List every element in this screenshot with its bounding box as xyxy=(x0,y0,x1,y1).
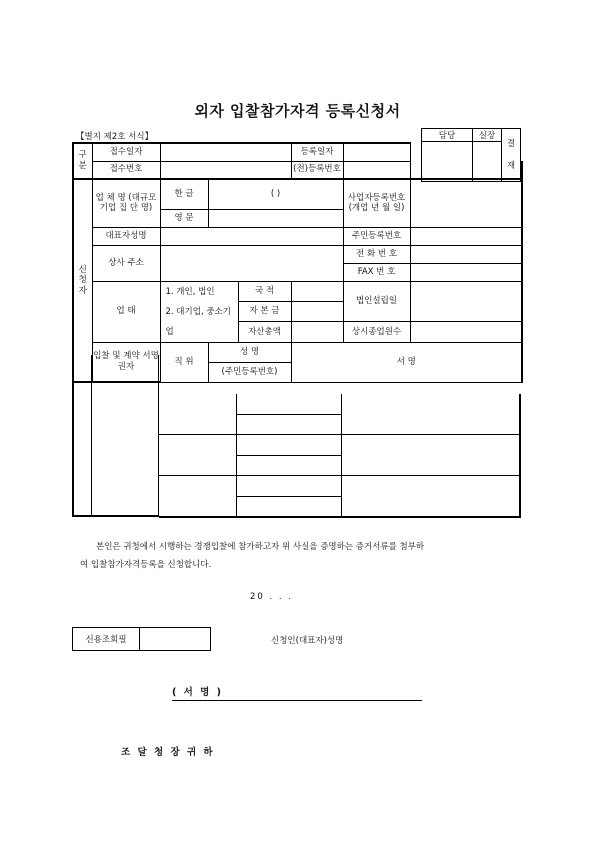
signatory-sign-2[interactable] xyxy=(341,435,521,476)
application-form-table xyxy=(72,142,523,383)
signatory-name-2a[interactable] xyxy=(236,435,342,456)
signatory-position-1[interactable] xyxy=(159,394,237,435)
form-number-label: 【별지 제2호 서식】 xyxy=(76,132,154,142)
employees-label: 상시종업원수 xyxy=(343,322,410,342)
signatory-sign-1[interactable] xyxy=(341,394,521,435)
page-title: 외자 입찰참가자격 등록신청서 xyxy=(194,102,401,120)
applicant-name-label: 신청인(대표자)성명 xyxy=(271,636,344,646)
reception-number-label: 접수번호 xyxy=(92,161,160,179)
section-label-category: 구 분 xyxy=(73,143,92,179)
total-assets-label: 자산총액 xyxy=(238,322,291,342)
business-type-option-2: 2. 대기업, 중소기업 xyxy=(165,306,231,337)
business-type-label: 업 태 xyxy=(92,281,160,342)
phone-label: 전 화 번 호 xyxy=(343,245,410,263)
application-date[interactable]: 20 . . . xyxy=(250,592,294,602)
corp-est-date-field[interactable] xyxy=(410,281,522,322)
biz-reg-no-label: 사업자등록번호 (개업 년 월 일) xyxy=(343,179,410,227)
address-field[interactable] xyxy=(160,245,343,281)
korean-name-label: 한 글 xyxy=(160,179,208,209)
address-label: 상사 주소 xyxy=(92,245,160,281)
representative-field[interactable] xyxy=(160,227,343,245)
employees-field[interactable] xyxy=(410,322,522,342)
nationality-label: 국 적 xyxy=(238,281,291,301)
signatory-label: 입찰 및 계약 서명권자 xyxy=(92,342,160,382)
position-header: 직 위 xyxy=(160,342,208,382)
credit-check-box xyxy=(72,627,211,651)
total-assets-field[interactable] xyxy=(291,322,343,342)
capital-label: 자 본 금 xyxy=(238,301,291,321)
biz-reg-no-field[interactable] xyxy=(410,179,522,227)
signatory-position-3[interactable] xyxy=(159,476,237,518)
signatory-name-3a[interactable] xyxy=(236,476,342,497)
signatory-name-3b[interactable] xyxy=(236,496,342,518)
fax-field[interactable] xyxy=(410,263,522,281)
reception-number-field[interactable] xyxy=(160,161,291,179)
reception-date-field[interactable] xyxy=(160,143,291,161)
signature-label: ( 서 명 ) xyxy=(172,687,223,698)
section-label-applicant: 신 청 자 xyxy=(73,179,92,382)
corp-est-date-label: 법인설립일 xyxy=(343,281,410,322)
credit-check-field[interactable] xyxy=(140,628,211,651)
business-type-option-1: 1. 개인, 법인 xyxy=(165,286,215,297)
phone-field[interactable] xyxy=(410,245,522,263)
english-name-field[interactable] xyxy=(208,209,343,227)
declaration-line-1: 본인은 귀청에서 시행하는 경쟁입찰에 참가하고자 위 사실을 증명하는 증거서류를 첨부하 xyxy=(96,542,425,552)
korean-name-field[interactable]: ( ) xyxy=(208,179,343,209)
signatory-name-2b[interactable] xyxy=(236,455,342,476)
signatory-position-2[interactable] xyxy=(159,435,237,476)
addressee: 조 달 청 장 귀 하 xyxy=(121,747,215,758)
resident-no-label: 주민등록번호 xyxy=(343,227,410,245)
fax-label: FAX 번 호 xyxy=(343,263,410,281)
prev-registration-label: (전)등록번호 xyxy=(291,161,343,179)
nationality-field[interactable] xyxy=(291,281,343,301)
name-subheader: (주민등록번호) xyxy=(208,362,291,382)
business-type-options[interactable] xyxy=(160,281,238,342)
prev-registration-field[interactable] xyxy=(343,161,410,179)
resident-no-field[interactable] xyxy=(410,227,522,245)
capital-field[interactable] xyxy=(291,301,343,321)
credit-check-label: 신용조회필 xyxy=(73,628,140,651)
signatory-rows xyxy=(159,394,521,516)
approval-col-director: 실장 xyxy=(473,129,502,142)
signatory-sign-3[interactable] xyxy=(341,476,521,518)
signature-header: 서 명 xyxy=(291,342,522,382)
registration-date-field[interactable] xyxy=(343,143,410,161)
approval-col-staff: 담당 xyxy=(422,129,473,142)
signatory-name-1b[interactable] xyxy=(236,414,342,435)
registration-date-label: 등록일자 xyxy=(291,143,343,161)
reception-date-label: 접수일자 xyxy=(92,143,160,161)
approval-label: 결 재 xyxy=(502,129,521,182)
english-name-label: 영 문 xyxy=(160,209,208,227)
company-name-label: 업 체 명 (대규모기업 집 단 명) xyxy=(92,179,160,227)
signature-line[interactable] xyxy=(172,700,422,701)
signatory-name-1a[interactable] xyxy=(236,394,342,415)
representative-label: 대표자성명 xyxy=(92,227,160,245)
name-header: 성 명 xyxy=(208,342,291,362)
declaration-line-2: 여 입찰참가자격등록을 신청합니다. xyxy=(80,560,212,570)
